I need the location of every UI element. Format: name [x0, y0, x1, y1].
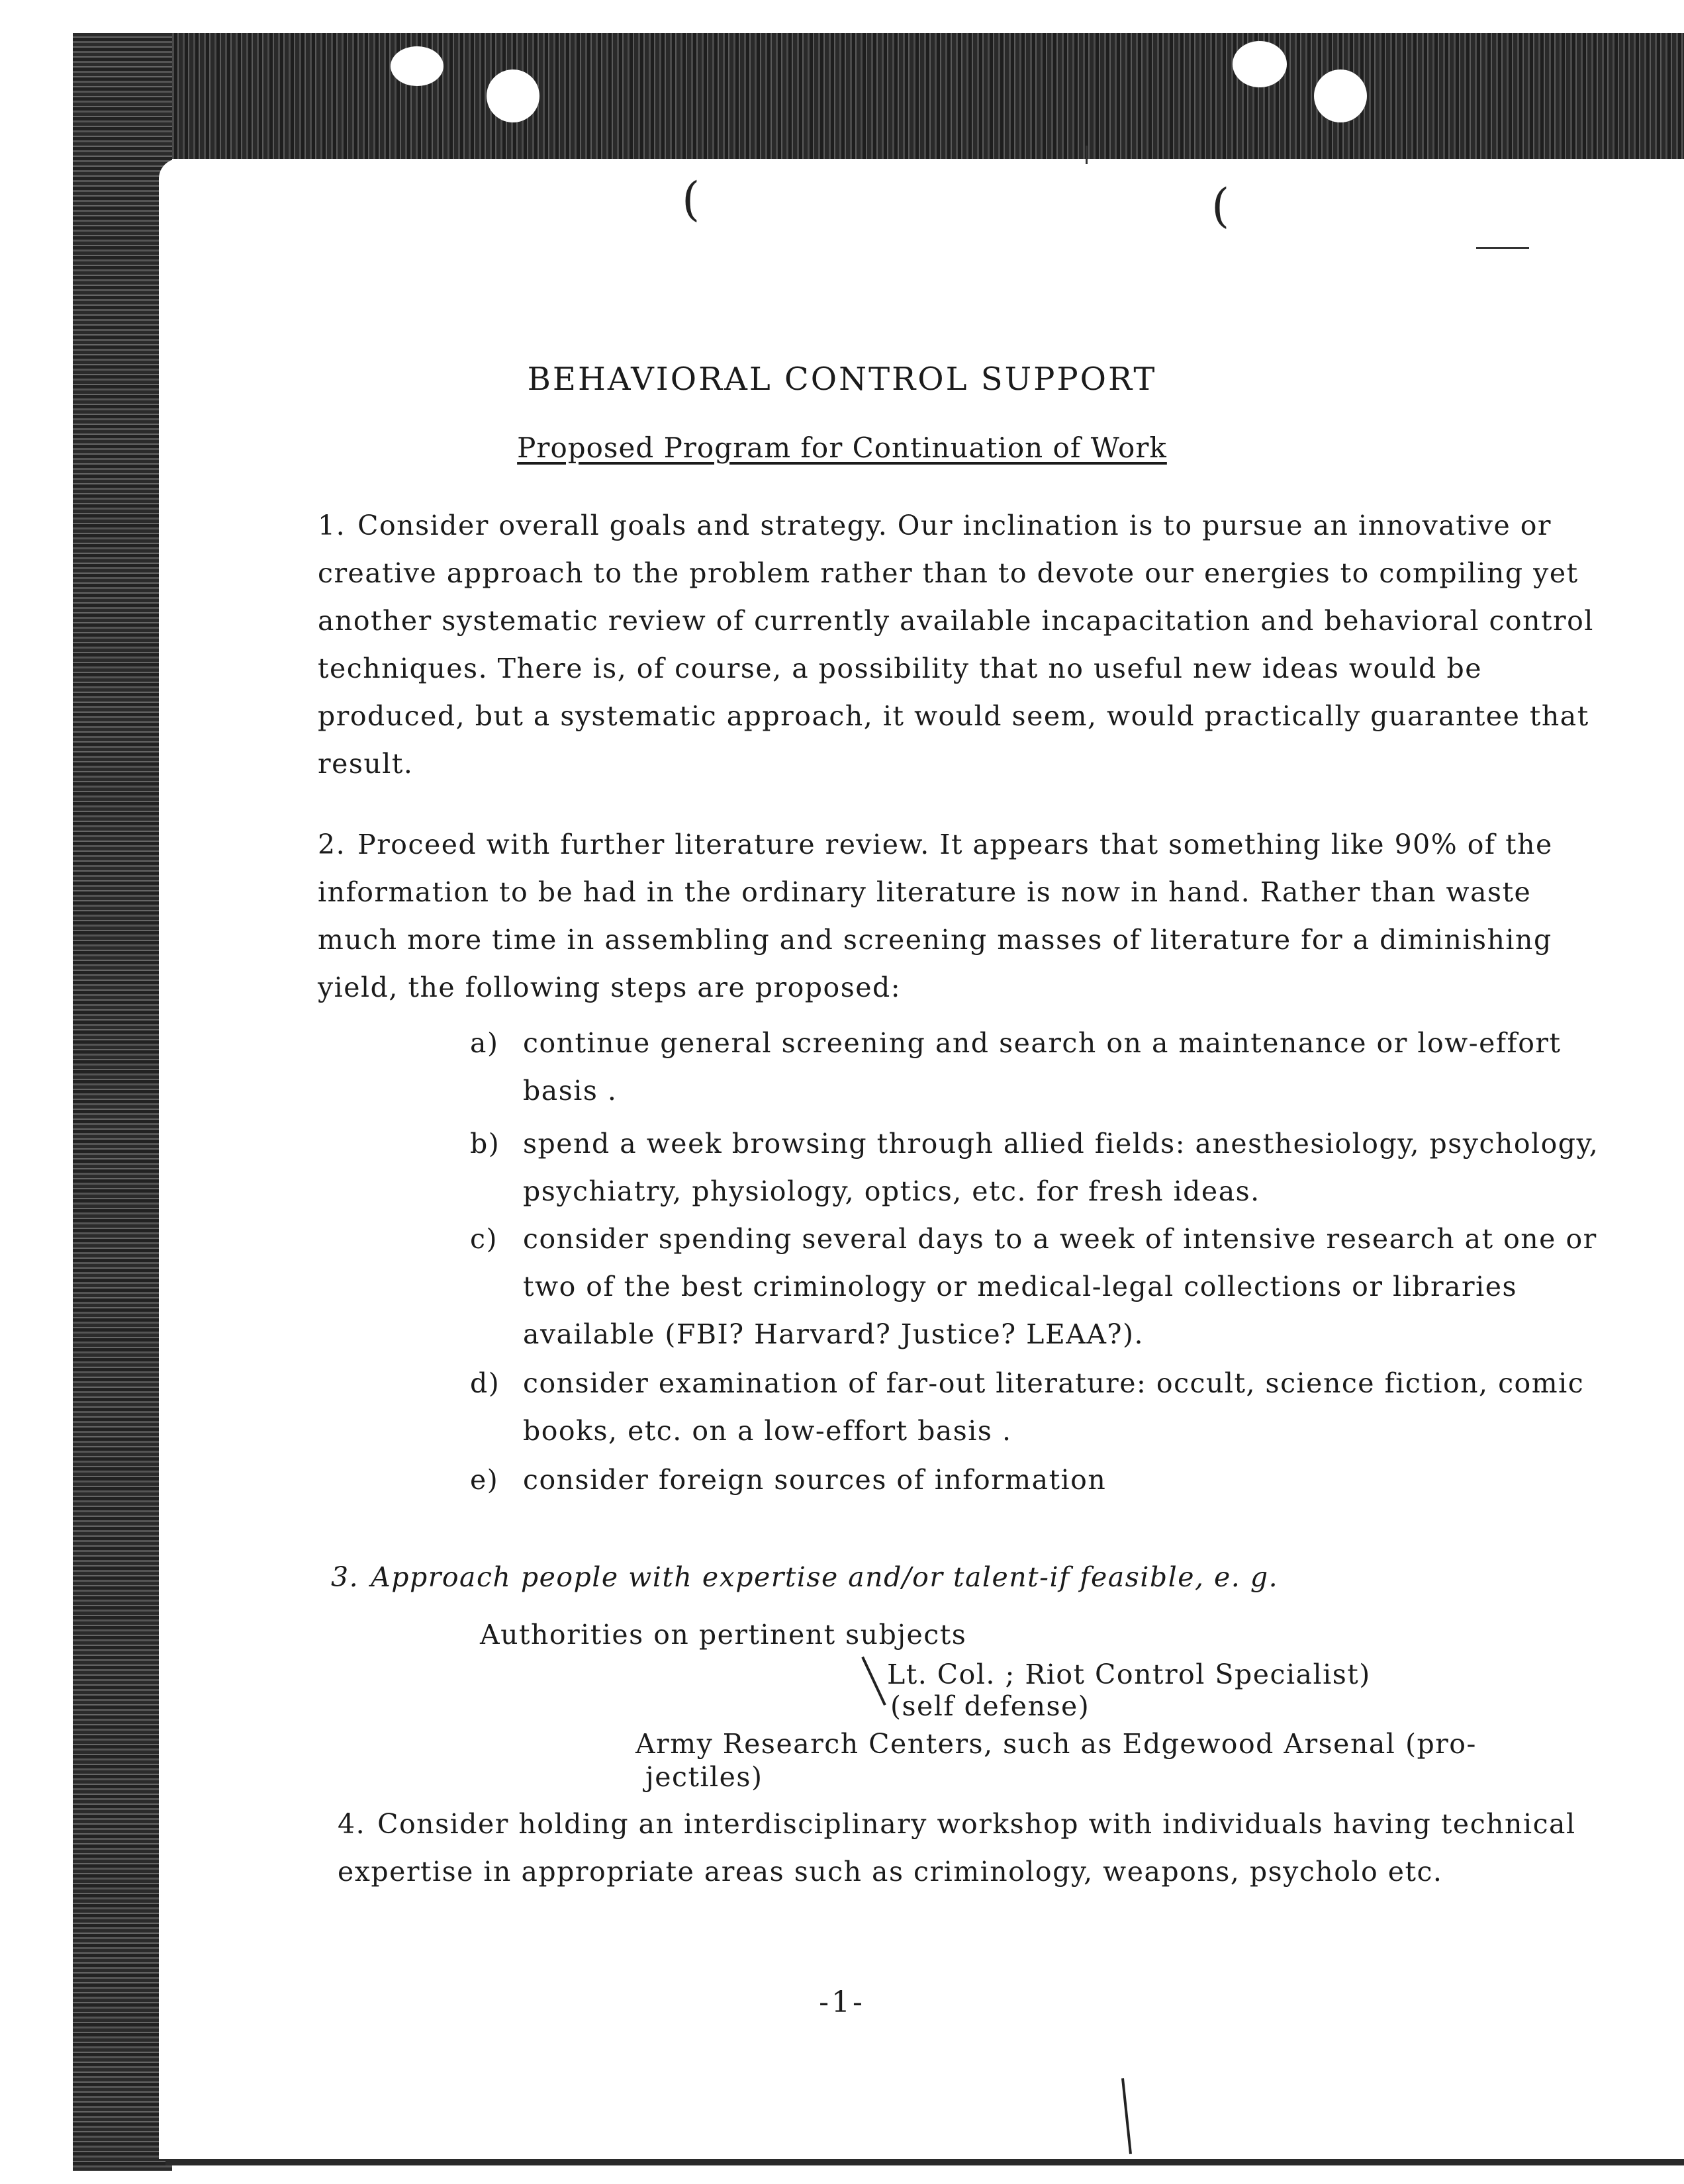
section-3 [331, 1561, 1278, 1594]
list-item [470, 1456, 1622, 1504]
authorities-line: Authorities on pertinent subjects [480, 1619, 967, 1651]
section-text: Approach people with expertise and/or talent-if feasible, e. g. [371, 1561, 1279, 1593]
bracket-line-2: (self defense) [890, 1690, 1090, 1722]
list-item [470, 1215, 1622, 1358]
list-item-text: spend a week browsing through allied fields: anesthesiology, psychology, psychiatry, physiology, optics, etc. for fresh ideas. [523, 1128, 1599, 1207]
punch-hole [391, 46, 444, 86]
section-4 [338, 1800, 1681, 1895]
scan-mark [1086, 146, 1088, 164]
section-number: 3. [331, 1561, 359, 1593]
list-item [470, 1359, 1622, 1455]
list-item-text: continue general screening and search on a maintenance or low-effort basis . [523, 1027, 1562, 1107]
list-item [470, 1019, 1622, 1115]
section-2 [318, 821, 1615, 1011]
subtitle-text: Proposed Program for Continuation of Work [517, 432, 1167, 464]
section-number: 1. [318, 510, 346, 541]
document-title: BEHAVIORAL CONTROL SUPPORT [527, 361, 1157, 398]
scan-left-edge [73, 33, 172, 2171]
bracket-line-1: Lt. Col. ; Riot Control Specialist) [887, 1659, 1371, 1690]
section-number: 2. [318, 829, 346, 860]
punch-hole [1233, 41, 1287, 87]
list-item-label: a) [470, 1027, 499, 1059]
document-subtitle [0, 432, 1684, 464]
list-item [470, 1120, 1622, 1215]
list-item-label: e) [470, 1464, 499, 1496]
scan-mark: ( [682, 172, 700, 226]
list-item-label: d) [470, 1367, 500, 1399]
section-text: Consider overall goals and strategy. Our inclination is to pursue an innovative or creative approach to the problem rather than to devote our energies to compiling yet another systematic review of currently available incapacitation and behavioral control techniques. There is, of course, a possibility that no useful new ideas would be produced, but a systematic approach, it would seem, would practically guarantee that result. [318, 510, 1594, 780]
list-item-label: b) [470, 1128, 500, 1160]
section-text: Proceed with further literature review. It appears that something like 90% of the information to be had in the ordinary literature is now in hand. Rather than waste much more time in assembling and screening masses of literature for a diminishing yield, the following steps are proposed: [318, 829, 1553, 1003]
list-item-text: consider foreign sources of information [523, 1464, 1107, 1496]
scan-mark: ( [1211, 179, 1230, 233]
list-item-text: consider spending several days to a week of intensive research at one or two of the best criminology or medical-legal collections or libraries available (FBI? Harvard? Justice? LEAA?). [523, 1223, 1597, 1350]
scan-bottom-edge [165, 2159, 1684, 2165]
scan-top-edge [73, 33, 1684, 159]
list-item-label: c) [470, 1223, 498, 1255]
army-line-1: Army Research Centers, such as Edgewood Arsenal (pro- [635, 1728, 1477, 1760]
section-1 [318, 502, 1615, 788]
punch-hole [1314, 69, 1367, 122]
army-line-2: jectiles) [645, 1761, 763, 1793]
punch-hole [487, 69, 539, 122]
list-item-text: consider examination of far-out literature: occult, science fiction, comic books, etc. on a low-effort basis . [523, 1367, 1585, 1447]
section-number: 4. [338, 1808, 366, 1840]
scan-mark [1476, 247, 1529, 249]
section-text: Consider holding an interdisciplinary workshop with individuals having technical expertise in appropriate areas such as criminology, weapons, psycholo etc. [338, 1808, 1576, 1888]
page-number: -1- [819, 1985, 865, 2019]
